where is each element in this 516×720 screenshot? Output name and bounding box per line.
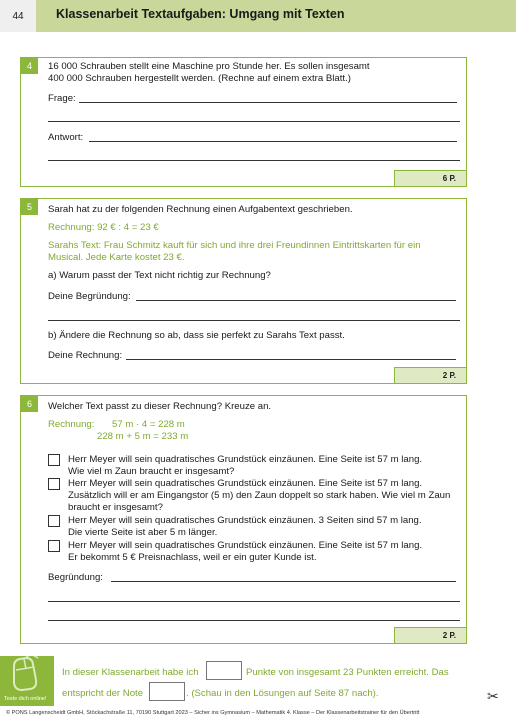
begruendung-answer-line[interactable] — [48, 320, 460, 321]
option-checkbox[interactable] — [48, 515, 60, 527]
points-box: 2 P. — [394, 627, 466, 643]
task-4 — [20, 57, 467, 187]
task-text: 400 000 Schrauben hergestellt werden. (Rechne auf einem extra Blatt.) — [48, 73, 351, 84]
begruendung-answer-line[interactable] — [48, 620, 460, 621]
frage-answer-line[interactable] — [79, 102, 457, 103]
frage-label: Frage: — [48, 93, 76, 104]
task-number: 5 — [21, 199, 38, 215]
option-checkbox[interactable] — [48, 478, 60, 490]
option-text: Herr Meyer will sein quadratisches Grundstück einzäunen. 3 Seiten sind 57 m lang. — [68, 515, 422, 526]
grade-input-box[interactable] — [149, 682, 185, 701]
sarah-text: Sarahs Text: Frau Schmitz kauft für sich und ihre drei Freundinnen Eintrittskarten für ein — [48, 240, 421, 251]
sarah-text: Musical. Jede Karte kostet 23 €. — [48, 252, 185, 263]
task-number: 4 — [21, 58, 38, 74]
rechnung-label: Rechnung: — [48, 419, 95, 430]
task-6 — [20, 395, 467, 644]
begruendung-label: Deine Begründung: — [48, 291, 131, 302]
option-text: Zusätzlich will er am Eingangstor (5 m) den Zaun doppelt so stark haben. Wie viel m Zaun — [68, 490, 451, 501]
rechnung-answer-line[interactable] — [126, 359, 456, 360]
online-test-tab[interactable] — [0, 656, 54, 706]
antwort-label: Antwort: — [48, 132, 84, 143]
option-text: Herr Meyer will sein quadratisches Grundstück einzäunen. Eine Seite ist 57 m lang. — [68, 454, 423, 465]
begruendung-answer-line[interactable] — [48, 601, 460, 602]
task-number: 6 — [21, 396, 38, 412]
rechnung-text: Rechnung: 92 € : 4 = 23 € — [48, 222, 159, 233]
points-box: 2 P. — [394, 367, 466, 383]
task-text: Welcher Text passt zu dieser Rechnung? Kreuze an. — [48, 401, 272, 412]
page-header — [0, 0, 516, 32]
antwort-answer-line[interactable] — [48, 160, 460, 161]
frage-answer-line[interactable] — [48, 121, 460, 122]
task-text: 16 000 Schrauben stellt eine Maschine pro Stunde her. Es sollen insgesamt — [48, 61, 370, 72]
begruendung-label: Begründung: — [48, 572, 103, 583]
result-text: Punkte von insgesamt 23 Punkten erreicht. Das — [246, 667, 449, 678]
begruendung-answer-line[interactable] — [136, 300, 456, 301]
page-title: Klassenarbeit Textaufgaben: Umgang mit Texten — [56, 7, 345, 21]
page-number: 44 — [0, 0, 36, 32]
calc-line: 228 m + 5 m = 233 m — [97, 431, 189, 442]
option-text: Herr Meyer will sein quadratisches Grundstück einzäunen. Eine Seite ist 57 m lang. — [68, 478, 423, 489]
result-text: . (Schau in den Lösungen auf Seite 87 nach). — [186, 688, 379, 699]
mouse-icon — [0, 656, 54, 696]
rechnung-label: Deine Rechnung: — [48, 350, 123, 361]
copyright-text: © PONS Langenscheidt GmbH, Stöckachstraße 11, 70190 Stuttgart 2023 – Sicher ins Gymnasium – Mathematik 4. Klasse – Der Klassenarbeitstrainer für den Übertritt — [6, 710, 420, 716]
option-checkbox[interactable] — [48, 454, 60, 466]
question-a: a) Warum passt der Text nicht richtig zur Rechnung? — [48, 270, 271, 281]
result-text: In dieser Klassenarbeit habe ich — [62, 667, 199, 678]
online-test-label: Teste dich online! — [4, 696, 47, 702]
question-b: b) Ändere die Rechnung so ab, dass sie perfekt zu Sarahs Text passt. — [48, 330, 345, 341]
option-text: Herr Meyer will sein quadratisches Grundstück einzäunen. Eine Seite ist 57 m lang. — [68, 540, 423, 551]
task-text: Sarah hat zu der folgenden Rechnung einen Aufgabentext geschrieben. — [48, 204, 353, 215]
option-checkbox[interactable] — [48, 540, 60, 552]
points-box: 6 P. — [394, 170, 466, 186]
antwort-answer-line[interactable] — [89, 141, 457, 142]
option-text: Wie viel m Zaun braucht er insgesamt? — [68, 466, 235, 477]
result-text: entspricht der Note — [62, 688, 144, 699]
calc-line: 57 m · 4 = 228 m — [112, 419, 185, 430]
option-text: braucht er insgesamt? — [68, 502, 163, 513]
points-input-box[interactable] — [206, 661, 242, 680]
begruendung-answer-line[interactable] — [111, 581, 456, 582]
option-text: Die vierte Seite ist aber 5 m länger. — [68, 527, 218, 538]
scissors-icon: ✂ — [487, 688, 499, 704]
option-text: Er bekommt 5 € Preisnachlass, weil er ein guter Kunde ist. — [68, 552, 317, 563]
task-5 — [20, 198, 467, 384]
